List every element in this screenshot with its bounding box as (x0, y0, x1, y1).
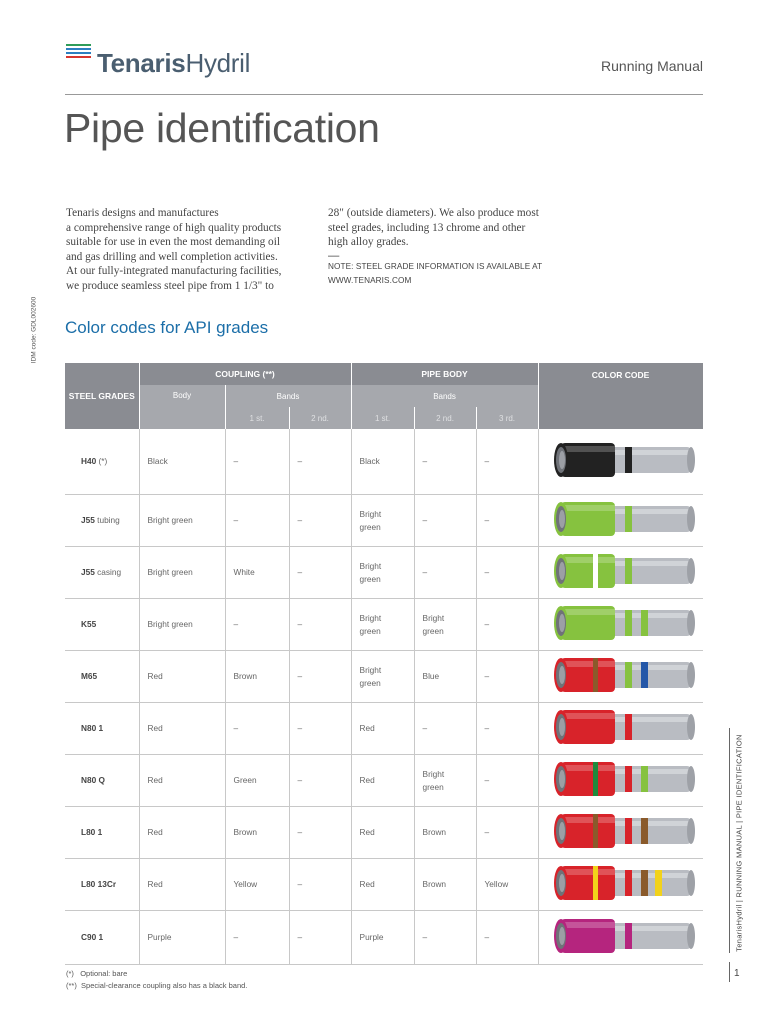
pipe-bore-inner (559, 510, 565, 528)
pipe-bore-inner (559, 718, 565, 736)
color-code-cell (538, 429, 703, 495)
pipe-highlight (607, 821, 691, 826)
logo-bar (66, 44, 91, 46)
coupling-band-1: Green (225, 755, 289, 807)
steel-grade: M65 (81, 671, 98, 681)
coupling-band-2: – (289, 755, 351, 807)
coupling-body-color: Red (139, 651, 225, 703)
pipe-body-band (625, 818, 632, 844)
coupling-highlight (561, 922, 615, 928)
pipe-end (687, 506, 695, 532)
pipe-end (687, 558, 695, 584)
coupling-band-1: White (225, 547, 289, 599)
pipe-body-band-2: Bright green (414, 755, 476, 807)
steel-grade-cell (65, 651, 139, 703)
pipe-bore-inner (559, 614, 565, 632)
pipe-illustration (549, 809, 699, 853)
pipe-highlight (607, 450, 691, 455)
steel-grade-cell (65, 495, 139, 547)
pipe-highlight (607, 665, 691, 670)
coupling-band-1: – (225, 599, 289, 651)
pipe-illustration (549, 653, 699, 697)
pipe-end (687, 714, 695, 740)
logo-wordmark: TenarisHydril (97, 48, 251, 78)
header-steel-grades: STEEL GRADES (65, 363, 139, 429)
intro-line: At our fully-integrated manufacturing facilities, (66, 265, 282, 278)
steel-grade: L80 13Cr (81, 879, 117, 889)
pipe-highlight (607, 509, 691, 514)
pipe-illustration (549, 705, 699, 749)
table-row (65, 495, 703, 547)
table-row (65, 547, 703, 599)
pipe-highlight (607, 717, 691, 722)
pipe-body-band-3: – (476, 807, 538, 859)
pipe-body-band-3: – (476, 495, 538, 547)
header-pipe-band-2: 2 nd. (414, 407, 476, 429)
pipe-bore-inner (559, 562, 565, 580)
pipe-illustration (549, 549, 699, 593)
pipe-body-band (655, 870, 662, 896)
pipe-body-band (625, 558, 632, 584)
coupling-highlight (561, 713, 615, 719)
coupling-highlight (561, 446, 615, 452)
coupling-highlight (561, 869, 615, 875)
coupling-band (593, 866, 598, 900)
pipe-illustration (549, 757, 699, 801)
steel-grade-cell (65, 429, 139, 495)
running-header-text: TenarisHydril | RUNNING MANUAL | PIPE IDENTIFICATION (734, 734, 744, 952)
logo-bar (66, 52, 91, 54)
pipe-bore-inner (559, 770, 565, 788)
intro-line: Tenaris designs and manufactures (66, 207, 219, 219)
color-code-cell (538, 547, 703, 599)
header-coupling-band-2: 2 nd. (289, 407, 351, 429)
coupling-band-1: – (225, 495, 289, 547)
steel-grade: J55 (81, 567, 95, 577)
footnote: (**) Special-clearance coupling also has a black band. (66, 980, 248, 990)
table-row (65, 911, 703, 965)
page-number: 1 (734, 968, 740, 979)
coupling-band (593, 814, 598, 848)
pipe-body-band-1: Black (351, 429, 414, 495)
coupling-band-1: Brown (225, 807, 289, 859)
pipe-body-band-2: – (414, 911, 476, 965)
header-coupling-body: Body (139, 385, 225, 429)
pipe-illustration (549, 438, 699, 482)
header-divider (65, 94, 703, 95)
steel-grade: N80 1 (81, 723, 104, 733)
running-header-tab (729, 728, 745, 958)
coupling-body-color: Black (139, 429, 225, 495)
coupling-band-1: Brown (225, 651, 289, 703)
pipe-body-band (641, 662, 648, 688)
pipe-body-band-3: – (476, 755, 538, 807)
steel-grade-cell (65, 547, 139, 599)
color-code-cell (538, 703, 703, 755)
footnotes (66, 968, 247, 991)
table-row (65, 859, 703, 911)
pipe-illustration (549, 601, 699, 645)
coupling-body-color: Purple (139, 911, 225, 965)
intro-line: steel grades, including 13 chrome and other (328, 221, 526, 234)
pipe-end (687, 610, 695, 636)
coupling-band-2: – (289, 859, 351, 911)
coupling-band-1: Yellow (225, 859, 289, 911)
steel-grade-cell (65, 911, 139, 965)
coupling-band-2: – (289, 495, 351, 547)
note-link[interactable]: WWW.TENARIS.COM (328, 276, 412, 286)
pipe-highlight (607, 613, 691, 618)
coupling-band-1: – (225, 911, 289, 965)
coupling-band (593, 762, 598, 796)
header-coupling-bands: Bands (225, 385, 351, 407)
coupling-highlight (561, 817, 615, 823)
pipe-body-band-1: Red (351, 859, 414, 911)
pipe-bore-inner (559, 666, 565, 684)
pipe-illustration (549, 497, 699, 541)
header-coupling: COUPLING (**) (139, 363, 351, 385)
pipe-body-band-3: – (476, 547, 538, 599)
table-row (65, 807, 703, 859)
pipe-end (687, 447, 695, 473)
note-line: NOTE: STEEL GRADE INFORMATION IS AVAILABLE AT (328, 261, 543, 271)
table-row (65, 703, 703, 755)
header-color-code: COLOR CODE (538, 363, 703, 429)
header-coupling-band-1: 1 st. (225, 407, 289, 429)
pipe-body-band-1: Bright green (351, 495, 414, 547)
coupling-body-color: Bright green (139, 599, 225, 651)
pipe-body-band-2: – (414, 547, 476, 599)
color-code-cell (538, 755, 703, 807)
pipe-body-band-3: Yellow (476, 859, 538, 911)
intro-line: and gas drilling and well completion activities. (66, 250, 278, 263)
header-pipe-body: PIPE BODY (351, 363, 538, 385)
pipe-body-band-1: Purple (351, 911, 414, 965)
coupling-band (593, 658, 598, 692)
pipe-body-band (641, 610, 648, 636)
pipe-body-band-2: – (414, 429, 476, 495)
steel-grade: L80 1 (81, 827, 103, 837)
coupling-band-2: – (289, 429, 351, 495)
pipe-body-band-1: Red (351, 703, 414, 755)
steel-grade: K55 (81, 619, 97, 629)
steel-grade-cell (65, 807, 139, 859)
coupling-body-color: Bright green (139, 495, 225, 547)
page-title: Pipe identification (64, 105, 380, 151)
pipe-body-band-2: Bright green (414, 599, 476, 651)
table-row (65, 651, 703, 703)
pipe-body-band-2: Blue (414, 651, 476, 703)
pipe-bore-inner (559, 874, 565, 892)
intro-line: high alloy grades. (328, 236, 409, 249)
tab-rule (729, 728, 730, 953)
color-code-cell (538, 599, 703, 651)
header-pipe-band-1: 1 st. (351, 407, 414, 429)
footnote: (*) Optional: bare (66, 969, 128, 978)
logo-bar (66, 56, 91, 58)
pipe-bore-inner (559, 822, 565, 840)
coupling-band-2: – (289, 599, 351, 651)
coupling-body-color: Red (139, 703, 225, 755)
pipe-body-band-3: – (476, 703, 538, 755)
color-code-cell (538, 911, 703, 965)
note-dash: — (328, 249, 340, 262)
pipe-body-band-2: – (414, 703, 476, 755)
coupling-band-2: – (289, 547, 351, 599)
header-pipe-body-bands: Bands (351, 385, 538, 407)
pipe-body-band (625, 610, 632, 636)
pipe-end (687, 870, 695, 896)
pipe-body-band (641, 766, 648, 792)
pipe-body-band-2: – (414, 495, 476, 547)
coupling-band-1: – (225, 429, 289, 495)
steel-grade: H40 (81, 456, 97, 466)
coupling-band (593, 554, 598, 588)
table-row (65, 429, 703, 495)
pipe-body-band-1: Bright green (351, 651, 414, 703)
pipe-body-band-2: Brown (414, 807, 476, 859)
color-codes-table (65, 363, 704, 965)
pipe-body-band (625, 870, 632, 896)
coupling-highlight (561, 609, 615, 615)
pipe-end (687, 662, 695, 688)
pipe-body-band (625, 662, 632, 688)
coupling-body-color: Red (139, 755, 225, 807)
intro-line: a comprehensive range of high quality products (66, 221, 282, 234)
steel-grade-cell (65, 703, 139, 755)
logo-mark-icon (66, 44, 91, 60)
coupling-band-2: – (289, 703, 351, 755)
steel-grade: C90 1 (81, 932, 104, 942)
coupling-band-2: – (289, 807, 351, 859)
idm-code: IDM code: GDL002600 (30, 296, 38, 364)
pipe-end (687, 818, 695, 844)
intro-line: we produce seamless steel pipe from 1 1/3" to (66, 279, 274, 292)
pipe-body-band (625, 447, 632, 473)
pipe-body-band-1: Red (351, 755, 414, 807)
coupling-body-color: Red (139, 807, 225, 859)
steel-grade-suffix: tubing (94, 515, 120, 525)
steel-grade: J55 (81, 515, 95, 525)
pipe-highlight (607, 561, 691, 566)
pipe-highlight (607, 926, 691, 931)
coupling-body-color: Red (139, 859, 225, 911)
coupling-band-2: – (289, 651, 351, 703)
steel-grade-cell (65, 859, 139, 911)
pipe-body-band-3: – (476, 651, 538, 703)
pipe-body-band (625, 506, 632, 532)
pipe-illustration (549, 914, 699, 958)
steel-grade-suffix: (*) (96, 456, 108, 466)
pipe-highlight (607, 769, 691, 774)
tenaris-hydril-logo (66, 44, 286, 80)
pipe-body-band (625, 714, 632, 740)
pipe-bore-inner (559, 927, 565, 945)
steel-grade-suffix: casing (94, 567, 122, 577)
table-row (65, 599, 703, 651)
intro-line: 28" (outside diameters). We also produce most (328, 207, 539, 219)
page-number-rule (729, 962, 730, 982)
pipe-body-band (625, 923, 632, 949)
coupling-highlight (561, 765, 615, 771)
color-code-cell (538, 807, 703, 859)
pipe-body-band-3: – (476, 429, 538, 495)
header-pipe-band-3: 3 rd. (476, 407, 538, 429)
intro-line: suitable for use in even the most demanding oil (66, 236, 280, 249)
coupling-band-2: – (289, 911, 351, 965)
document-label: Running Manual (601, 58, 703, 74)
color-code-cell (538, 495, 703, 547)
pipe-body-band (641, 818, 648, 844)
pipe-body-band-3: – (476, 911, 538, 965)
pipe-end (687, 923, 695, 949)
pipe-body-band (641, 870, 648, 896)
intro-left-column (66, 206, 316, 294)
coupling-highlight (561, 505, 615, 511)
steel-grade-cell (65, 599, 139, 651)
pipe-end (687, 766, 695, 792)
steel-grade: N80 Q (81, 775, 105, 785)
logo-bar (66, 48, 91, 50)
pipe-body-band (625, 766, 632, 792)
pipe-illustration (549, 861, 699, 905)
coupling-highlight (561, 557, 615, 563)
coupling-body-color: Bright green (139, 547, 225, 599)
pipe-body-band-1: Bright green (351, 599, 414, 651)
pipe-body-band-1: Bright green (351, 547, 414, 599)
pipe-highlight (607, 873, 691, 878)
pipe-body-band-1: Red (351, 807, 414, 859)
table-row (65, 755, 703, 807)
section-title: Color codes for API grades (65, 318, 269, 337)
steel-grade-cell (65, 755, 139, 807)
coupling-highlight (561, 661, 615, 667)
color-code-cell (538, 651, 703, 703)
pipe-body-band-2: Brown (414, 859, 476, 911)
pipe-bore-inner (559, 451, 565, 469)
coupling-band-1: – (225, 703, 289, 755)
intro-right-column (328, 206, 578, 289)
color-code-cell (538, 859, 703, 911)
pipe-body-band-3: – (476, 599, 538, 651)
